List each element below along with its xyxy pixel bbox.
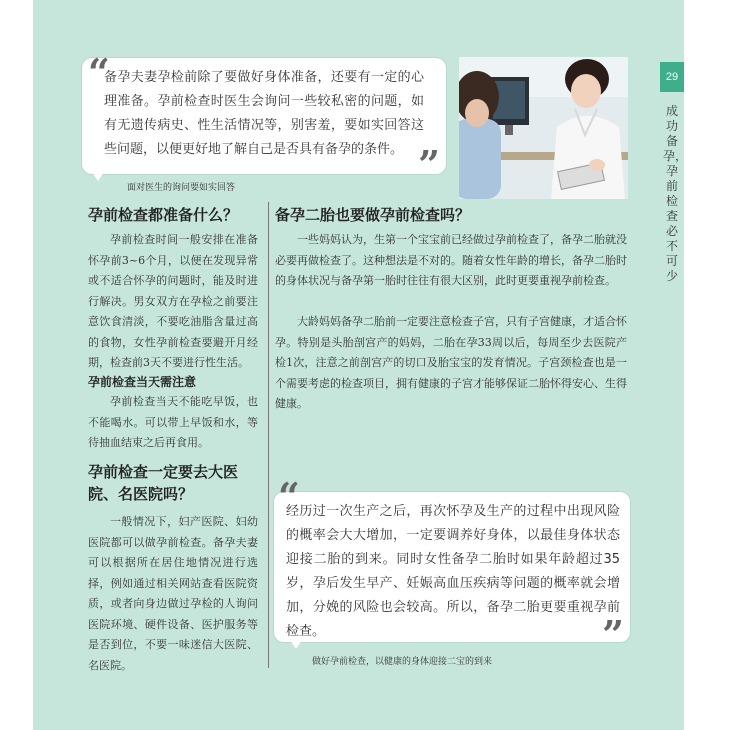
section-prepare-body: 孕前检查时间一般安排在准备怀孕前3~6个月，以便在发现异常或不适合怀孕的问题时，能及时进行解决。男女双方在孕检之前要注意饮食清淡，不要吃油脂含量过高的食物，女性孕前检查要避开月经期，检查前3天不要进行性生活。 [88, 233, 258, 369]
chapter-side-title: 成功备孕，孕前检查必不可少 [663, 104, 688, 283]
top-quote-pointer [92, 172, 104, 181]
section-prepare-subheading: 孕前检查当天需注意 [88, 375, 197, 389]
column-divider [268, 202, 269, 668]
bottom-quote-text: 经历过一次生产之后，再次怀孕及生产的过程中出现风险的概率会大大增加，一定要调养好身体，以最佳身体状态迎接二胎的到来。同时女性备孕二胎时如果年龄超过35岁，孕后发生早产、妊娠高血压疾病等问题的概率就会增加，分娩的风险也会较高。所以，备孕二胎更要重视孕前检查。 [286, 504, 620, 639]
doctor-consultation-illustration [459, 57, 628, 199]
section-prepare-sub-body: 孕前检查当天不能吃早饭，也不能喝水。可以带上早饭和水，等待抽血结束之后再食用。 [88, 395, 258, 449]
bottom-quote-pointer [290, 640, 302, 649]
section-second-heading: 备孕二胎也要做孕前检查吗？ [275, 206, 471, 224]
doctor-consultation-photo [459, 57, 628, 199]
section-hospital-heading: 孕前检查一定要去大医院、名医院吗？ [88, 463, 239, 503]
top-quote-card [82, 50, 446, 187]
top-quote-caption: 面对医生的询问要如实回答 [127, 183, 236, 193]
bottom-quote-card [274, 474, 630, 657]
section-second-body-2: 大龄妈妈备孕二胎前一定要注意检查子宫，只有子宫健康，才适合怀孕。特别是头胎剖宫产的妈妈，二胎在孕33周以后，每周至少去医院产检1次，注意之前剖宫产的切口及胎宝宝的发育情况。子宫颈检查也是一个需要考虑的检查项目，拥有健康的子宫才能够保证二胎怀得安心、生得健康。 [275, 315, 627, 410]
section-prepare-heading: 孕前检查都准备什么？ [88, 206, 239, 224]
open-quote-icon: “ [278, 474, 300, 519]
page-number: 29 [660, 62, 684, 92]
section-hospital-body: 一般情况下，妇产医院、妇幼医院都可以做孕前检查。备孕夫妻可以根据所在居住地情况进行选择，例如通过相关网站查看医院资质，或者向身边做过孕检的人询问医院环境、硬件设备、医护服务等是否到位，不要一味迷信大医院、名医院。 [88, 515, 258, 672]
close-quote-icon: ” [418, 142, 440, 187]
bottom-quote-caption: 做好孕前检查，以健康的身体迎接二宝的到来 [312, 657, 493, 667]
close-quote-icon: ” [602, 612, 624, 657]
section-second-body-1: 一些妈妈认为，生第一个宝宝前已经做过孕前检查了，备孕二胎就没必要再做检查了。这种想法是不对的。随着女性年龄的增长，备孕二胎时的身体状况与备孕第一胎时往往有很大区别，此时更要重视孕前检查。 [275, 233, 627, 287]
open-quote-icon: “ [88, 50, 110, 95]
top-quote-text: 备孕夫妻孕检前除了要做好身体准备，还要有一定的心理准备。孕前检查时医生会询问一些较私密的问题，如有无遗传病史、性生活情况等，别害羞，要如实回答这些问题，以便更好地了解自己是否具有备孕的条件。 [104, 70, 424, 157]
